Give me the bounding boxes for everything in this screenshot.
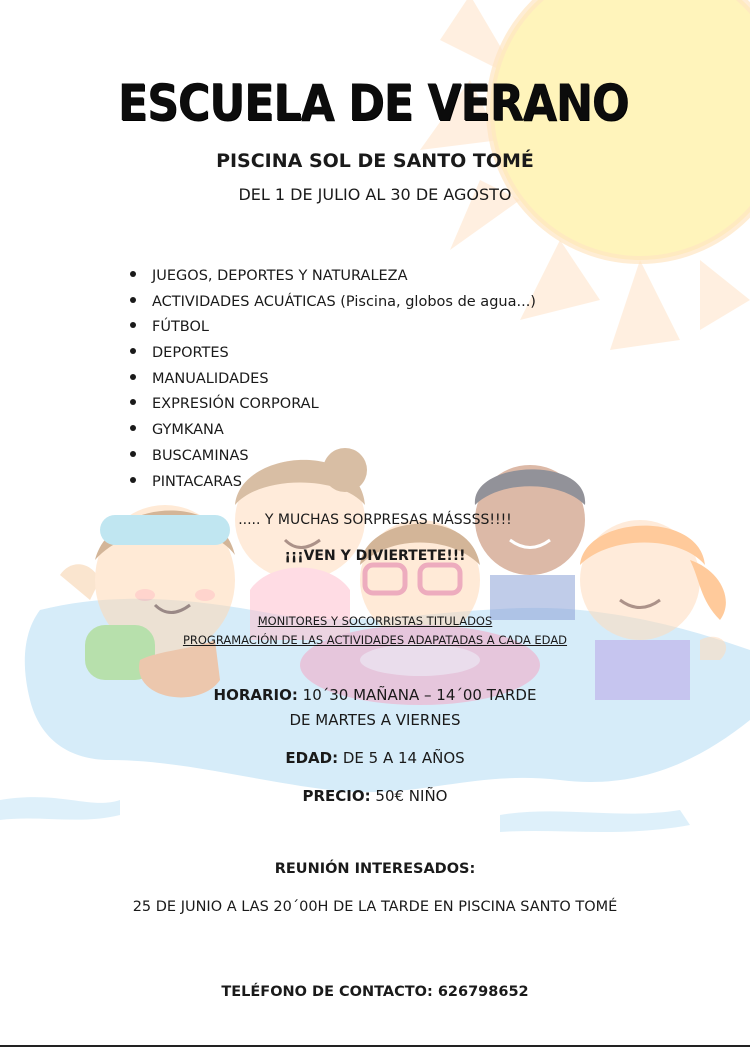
ven-text: ¡¡¡VEN Y DIVIERTETE!!! [284,548,466,564]
program-text: PROGRAMACIÓN DE LAS ACTIVIDADES ADAPATADAS A CADA EDAD [182,633,568,647]
horario-label: HORARIO: [213,686,298,704]
list-item: PINTACARAS [130,470,536,496]
list-item: FÚTBOL [130,315,536,341]
precio-value: 50€ NIÑO [370,787,448,805]
horario-line [0,686,750,704]
bullet-icon [130,297,136,303]
bullet-icon [130,271,136,277]
list-item: MANUALIDADES [130,367,536,393]
list-item: ACTIVIDADES ACUÁTICAS (Piscina, globos de agua...) [130,290,536,316]
list-item: BUSCAMINAS [130,444,536,470]
edad-label: EDAD: [285,749,339,767]
bullet-icon [130,348,136,354]
bullet-icon [130,451,136,457]
bottom-divider [0,1045,750,1047]
precio-label: PRECIO: [302,787,371,805]
list-item: JUEGOS, DEPORTES Y NATURALEZA [130,264,536,290]
contact-phone: TELÉFONO DE CONTACTO: 626798652 [221,984,529,1000]
reunion-label: REUNIÓN INTERESADOS: [274,861,476,877]
bullet-icon [130,399,136,405]
horario-value: 10´30 MAÑANA – 14´00 TARDE [297,686,537,704]
bullet-icon [130,322,136,328]
reunion-when: 25 DE JUNIO A LAS 20´00H DE LA TARDE EN PISCINA SANTO TOMÉ [132,899,618,915]
bullet-icon [130,374,136,380]
bullet-icon [130,425,136,431]
bullet-icon [130,477,136,483]
dias-line: DE MARTES A VIERNES [289,711,461,729]
monitors-text: MONITORES Y SOCORRISTAS TITULADOS [257,614,493,628]
list-item: GYMKANA [130,418,536,444]
precio-line [0,787,750,805]
poster-subtitle: PISCINA SOL DE SANTO TOMÉ [216,150,534,172]
poster-title: ESCUELA DE VERANO [117,74,629,132]
activities-list [130,264,536,495]
list-item: EXPRESIÓN CORPORAL [130,392,536,418]
surprises-text: ..... Y MUCHAS SORPRESAS MÁSSSS!!!! [238,512,512,528]
edad-line [0,749,750,767]
list-item: DEPORTES [130,341,536,367]
edad-value: DE 5 A 14 AÑOS [338,749,465,767]
poster-dates: DEL 1 DE JULIO AL 30 DE AGOSTO [238,185,512,204]
